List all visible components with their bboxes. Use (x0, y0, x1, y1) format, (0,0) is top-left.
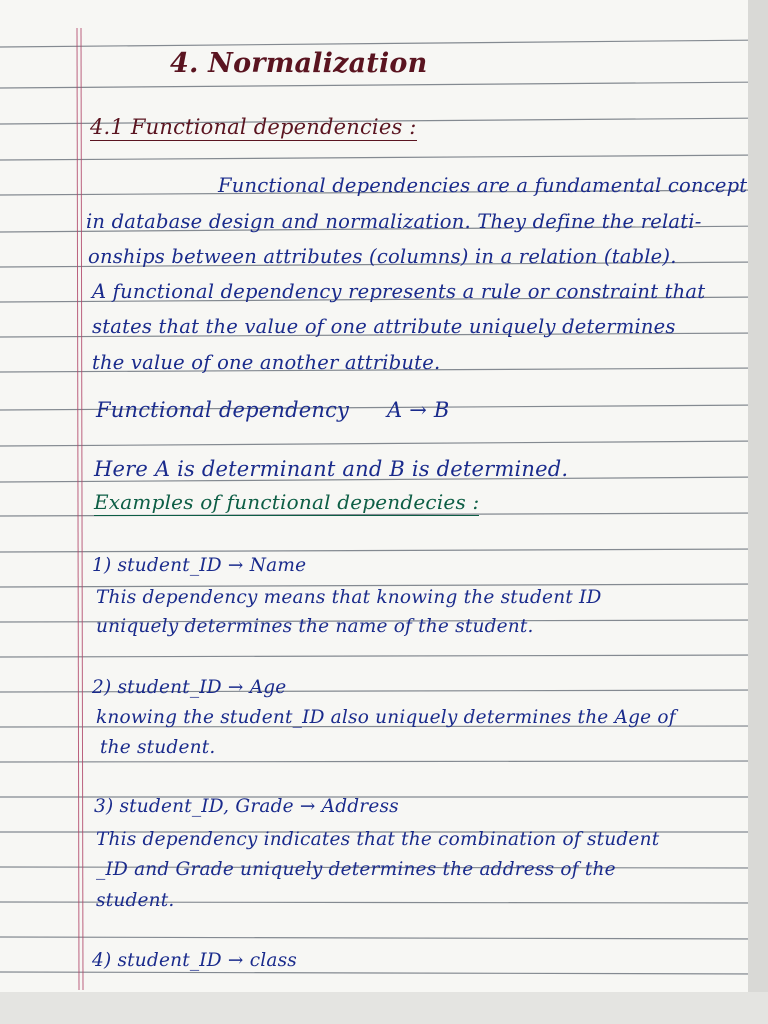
intro-line-4: A functional dependency represents a rule or constraint that (92, 280, 706, 303)
example-3-line-2: _ID and Grade uniquely determines the address of the (96, 859, 616, 880)
example-4-heading: 4) student_ID → class (92, 950, 297, 971)
page-title: 4. Normalization (170, 48, 428, 79)
example-3-line-1: This dependency indicates that the combination of student (96, 829, 660, 850)
example-3-line-3: student. (96, 890, 175, 911)
examples-heading-text: Examples of functional dependecies : (94, 490, 480, 514)
example-1-line-1: This dependency means that knowing the student ID (96, 587, 602, 608)
section-heading-text: 4.1 Functional dependencies : (90, 115, 417, 139)
example-3-heading: 3) student_ID, Grade → Address (94, 796, 399, 817)
example-2-line-1: knowing the student_ID also uniquely determines the Age of (96, 707, 676, 728)
example-1-heading: 1) student_ID → Name (92, 555, 307, 576)
fd-label: Functional dependency (96, 398, 350, 422)
intro-line-3: onships between attributes (columns) in a relation (table). (88, 245, 677, 268)
intro-line-6: the value of one another attribute. (92, 351, 441, 374)
example-1-line-2: uniquely determines the name of the student. (96, 616, 534, 637)
intro-line-5: states that the value of one attribute uniquely determines (92, 315, 676, 338)
fd-notation: A → B (387, 398, 450, 422)
example-2-heading: 2) student_ID → Age (92, 677, 287, 698)
intro-line-2: in database design and normalization. They define the relati- (86, 210, 702, 233)
section-heading (90, 117, 417, 138)
fd-explanation: Here A is determinant and B is determined. (94, 457, 569, 481)
intro-line-1: Functional dependencies are a fundamental concept (218, 174, 748, 197)
example-2-line-2: the student. (100, 737, 216, 758)
examples-heading (94, 492, 479, 512)
